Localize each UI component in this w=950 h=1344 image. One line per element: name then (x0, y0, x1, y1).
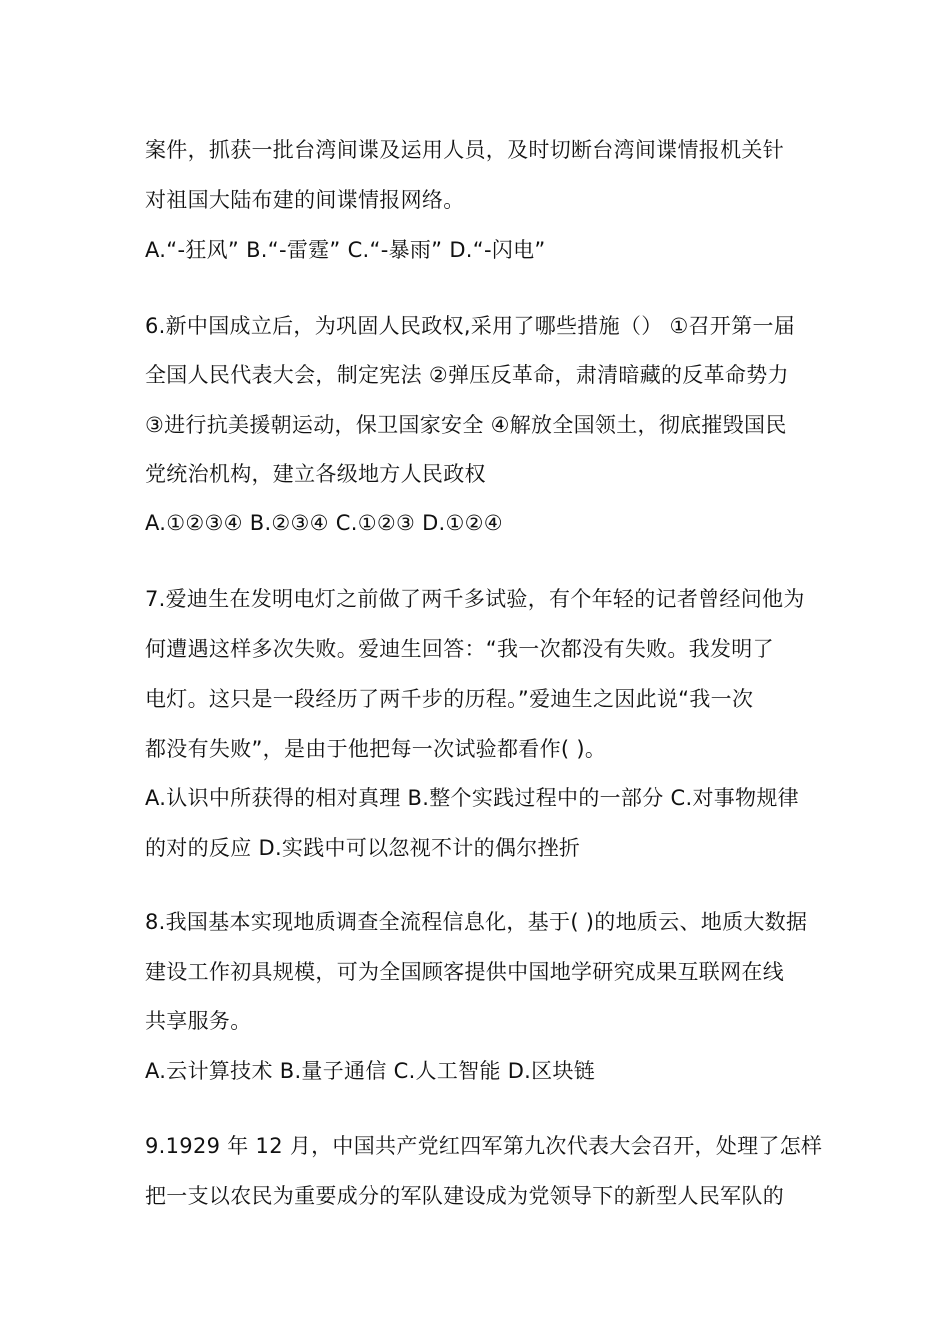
q6-stem-line-4: 党统治机构，建立各级地方人民政权 (145, 462, 486, 486)
q8-options: A.云计算技术 B.量子通信 C.人工智能 D.区块链 (145, 1059, 596, 1083)
q7-options-line-2: 的对的反应 D.实践中可以忽视不计的偶尔挫折 (145, 836, 581, 860)
q8-stem-line-2: 建设工作初具规模，可为全国顾客提供中国地学研究成果互联网在线 (145, 960, 784, 984)
q8-stem-line-3: 共享服务。 (145, 1009, 252, 1033)
q6-options: A.①②③④ B.②③④ C.①②③ D.①②④ (145, 511, 503, 535)
q9-stem-line-2: 把一支以农民为重要成分的军队建设成为党领导下的新型人民军队的 (145, 1184, 784, 1208)
q7-options-line-1: A.认识中所获得的相对真理 B.整个实践过程中的一部分 C.对事物规律 (145, 786, 799, 810)
q6-stem-line-3: ③进行抗美援朝运动，保卫国家安全 ④解放全国领土，彻底摧毁国民 (145, 413, 787, 437)
q9-stem-line-1: 9.1929 年 12 月，中国共产党红四军第九次代表大会召开，处理了怎样 (145, 1134, 823, 1158)
q7-stem-line-4: 都没有失败”，是由于他把每一次试验都看作( )。 (145, 737, 607, 761)
q5-options: A.“-狂风” B.“-雷霆” C.“-暴雨” D.“-闪电” (145, 238, 546, 262)
q5-stem-line-2: 对祖国大陆布建的间谍情报网络。 (145, 188, 465, 212)
q5-stem-line-1: 案件，抓获一批台湾间谍及运用人员，及时切断台湾间谍情报机关针 (145, 138, 784, 162)
q7-stem-line-2: 何遭遇这样多次失败。爱迪生回答：“我一次都没有失败。我发明了 (145, 637, 774, 661)
q6-stem-line-1: 6.新中国成立后，为巩固人民政权,采用了哪些措施（） ①召开第一届 (145, 314, 796, 338)
q7-stem-line-3: 电灯。这只是一段经历了两千步的历程。”爱迪生之因此说“我一次 (145, 687, 754, 711)
q8-stem-line-1: 8.我国基本实现地质调查全流程信息化，基于( )的地质云、地质大数据 (145, 910, 808, 934)
q7-stem-line-1: 7.爱迪生在发明电灯之前做了两千多试验，有个年轻的记者曾经问他为 (145, 587, 805, 611)
q6-stem-line-2: 全国人民代表大会，制定宪法 ②弹压反革命，肃清暗藏的反革命势力 (145, 363, 789, 387)
